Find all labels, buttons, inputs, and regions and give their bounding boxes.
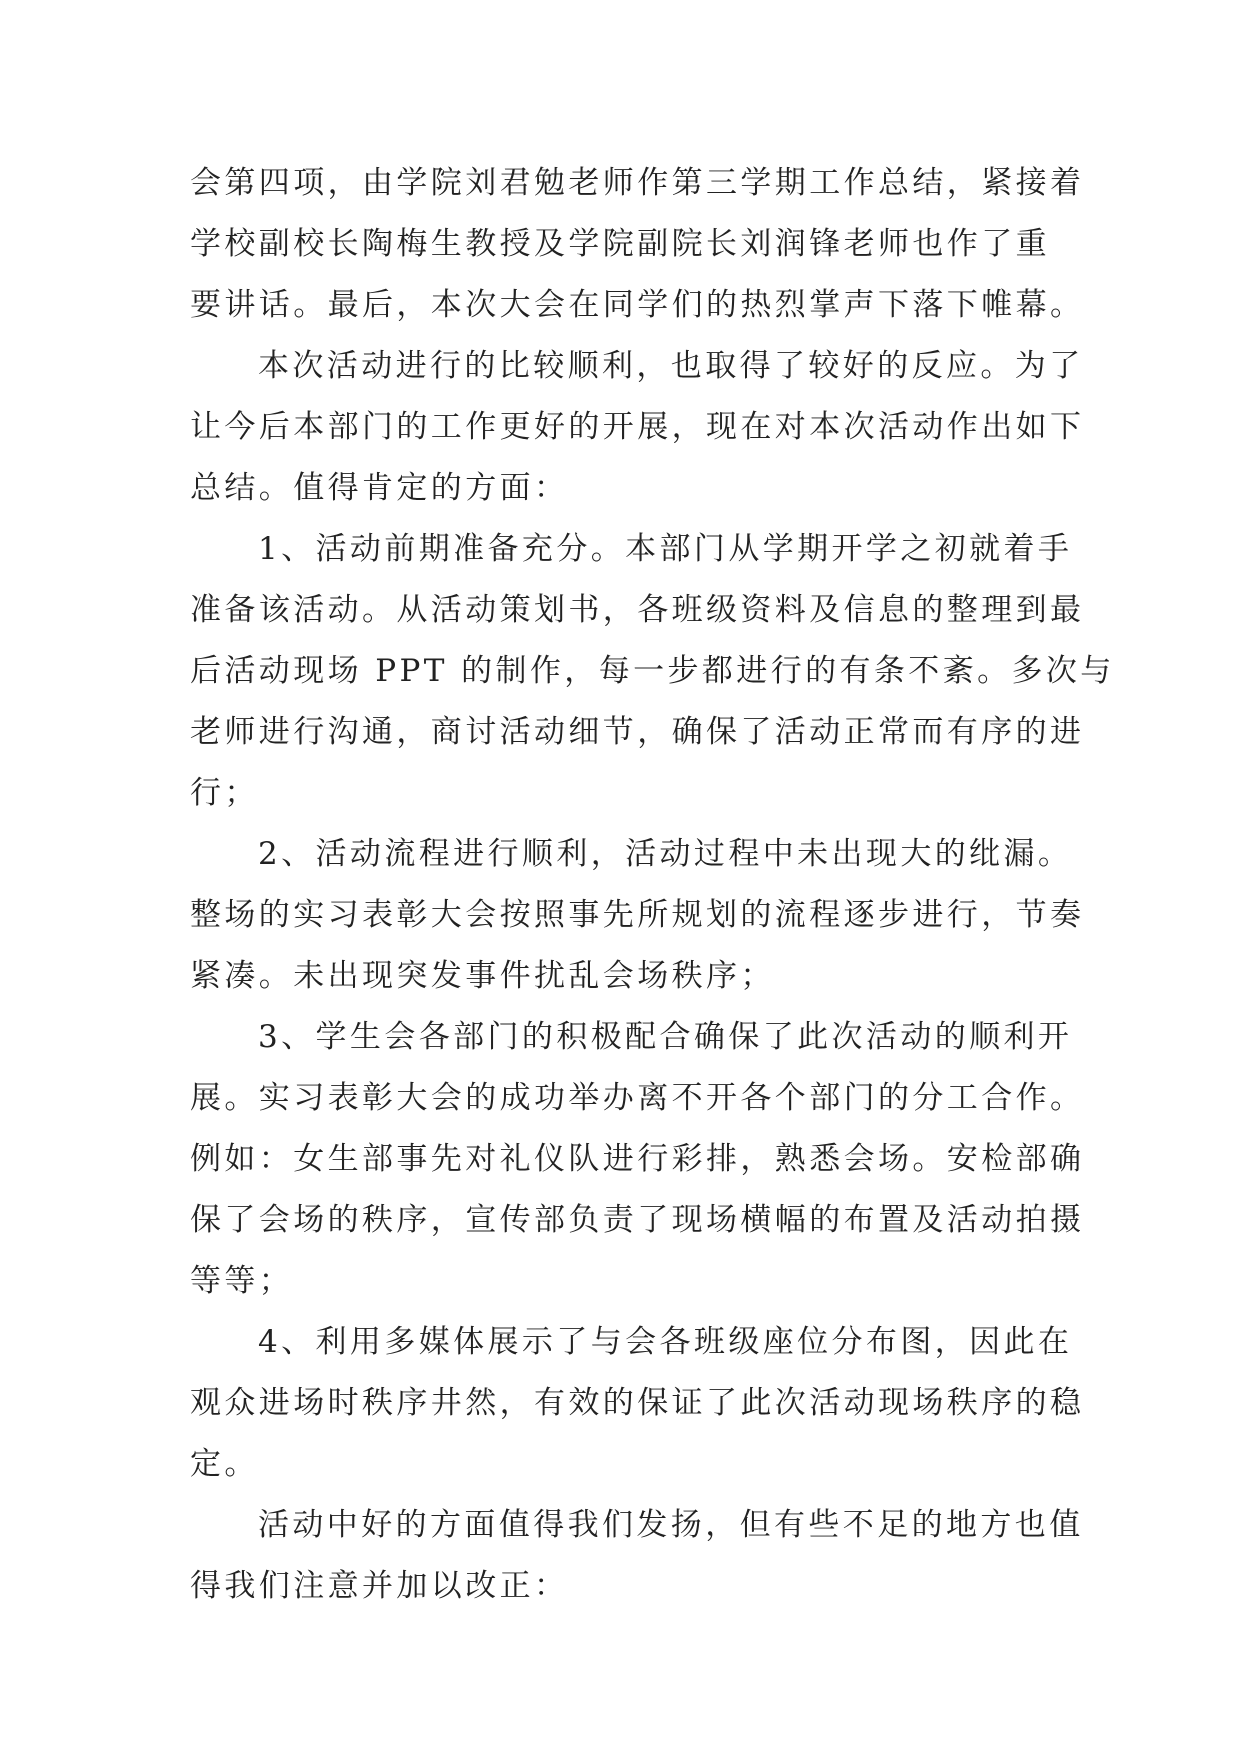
document-body <box>190 153 1115 1617</box>
text-line: 让今后本部门的工作更好的开展，现在对本次活动作出如下 <box>190 409 1085 445</box>
paragraph-point-4 <box>190 1312 1085 1495</box>
text-line: 定。 <box>190 1446 259 1482</box>
text-line: 要讲话。最后，本次大会在同学们的热烈掌声下落下帷幕。 <box>190 287 1085 323</box>
text-line: 4、利用多媒体展示了与会各班级座位分布图，因此在 <box>258 1324 1073 1360</box>
text-line: 保了会场的秩序，宣传部负责了现场横幅的布置及活动拍摄 <box>190 1202 1085 1238</box>
paragraph-meeting-closing <box>190 153 1085 336</box>
text-line: 例如：女生部事先对礼仪队进行彩排，熟悉会场。安检部确 <box>190 1141 1085 1177</box>
text-line: 等等； <box>190 1263 294 1299</box>
text-line: 会第四项，由学院刘君勉老师作第三学期工作总结，紧接着 <box>190 165 1085 201</box>
text-line: 准备该活动。从活动策划书，各班级资料及信息的整理到最 <box>190 592 1085 628</box>
text-line: 观众进场时秩序井然，有效的保证了此次活动现场秩序的稳 <box>190 1385 1085 1421</box>
text-line: 后活动现场 PPT 的制作，每一步都进行的有条不紊。多次与 <box>190 653 1115 689</box>
text-line: 展。实习表彰大会的成功举办离不开各个部门的分工合作。 <box>190 1080 1085 1116</box>
text-line: 本次活动进行的比较顺利，也取得了较好的反应。为了 <box>258 348 1084 384</box>
paragraph-point-2 <box>190 824 1085 1007</box>
text-line: 紧凑。未出现突发事件扰乱会场秩序； <box>190 958 775 994</box>
text-line: 整场的实习表彰大会按照事先所规划的流程逐步进行，节奏 <box>190 897 1085 933</box>
paragraph-summary-intro <box>190 336 1085 519</box>
paragraph-point-1 <box>190 519 1115 824</box>
paragraph-improvements-intro <box>190 1495 1084 1617</box>
text-line: 老师进行沟通，商讨活动细节，确保了活动正常而有序的进 <box>190 714 1085 750</box>
text-line: 总结。值得肯定的方面： <box>190 470 569 506</box>
text-line: 3、学生会各部门的积极配合确保了此次活动的顺利开 <box>258 1019 1073 1055</box>
text-line: 2、活动流程进行顺利，活动过程中未出现大的纰漏。 <box>258 836 1073 872</box>
paragraph-point-3 <box>190 1007 1085 1312</box>
text-line: 行； <box>190 775 259 811</box>
text-line: 学校副校长陶梅生教授及学院副院长刘润锋老师也作了重 <box>190 226 1050 262</box>
text-line: 活动中好的方面值得我们发扬，但有些不足的地方也值 <box>258 1507 1084 1543</box>
text-line: 1、活动前期准备充分。本部门从学期开学之初就着手 <box>258 531 1073 567</box>
text-line: 得我们注意并加以改正： <box>190 1568 569 1604</box>
